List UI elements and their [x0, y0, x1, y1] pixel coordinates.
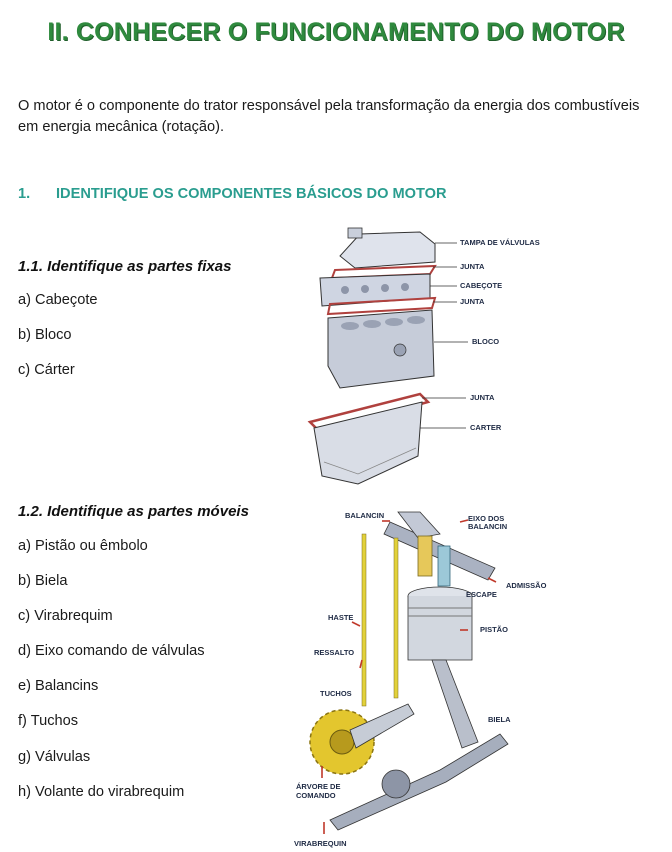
camshaft-gear-drawing	[310, 704, 414, 774]
list-item: c) Cárter	[18, 362, 75, 378]
section-heading	[18, 186, 447, 202]
label-intake: ADMISSÃO	[506, 581, 547, 590]
oil-pan-drawing	[314, 402, 422, 484]
connecting-rod-drawing	[432, 660, 478, 748]
label-piston: PISTÃO	[480, 625, 508, 634]
label-valve-cover: TAMPA DE VÁLVULAS	[460, 238, 540, 247]
label-camshaft: ÁRVORE DE	[296, 782, 341, 791]
list-item: h) Volante do virabrequim	[18, 784, 185, 800]
fixed-parts-heading: 1.1. Identifique as partes fixas	[18, 258, 232, 275]
label-cylinder-head: CABEÇOTE	[460, 281, 503, 290]
intro-paragraph: O motor é o componente do trator responsável pela transformação da energia dos combustíveis em energia mecânica (rotação).	[18, 98, 640, 135]
list-item: b) Bloco	[18, 327, 72, 343]
label-rocker-shaft: EIXO DOS	[468, 514, 505, 523]
label-connecting-rod: BIELA	[488, 715, 511, 724]
label-gasket: JUNTA	[470, 393, 495, 402]
label-crankshaft: VIRABREQUIN	[294, 839, 347, 848]
label-gasket: JUNTA	[460, 297, 485, 306]
piston-drawing	[408, 587, 472, 660]
list-item: a) Pistão ou êmbolo	[18, 538, 148, 554]
list-item: d) Eixo comando de válvulas	[18, 643, 205, 659]
list-item: b) Biela	[18, 573, 68, 589]
section-title: IDENTIFIQUE OS COMPONENTES BÁSICOS DO MOTOR	[56, 186, 447, 202]
valve-cover-drawing	[340, 228, 435, 268]
label-oil-pan: CARTER	[470, 423, 502, 432]
push-rods-drawing	[362, 534, 398, 706]
list-item: e) Balancins	[18, 678, 99, 694]
label-push-rod: HASTE	[328, 613, 354, 622]
label-tappets: TUCHOS	[320, 689, 352, 698]
engine-block-drawing	[328, 310, 434, 388]
label-block: BLOCO	[472, 337, 500, 346]
label-rocker-shaft: BALANCIN	[468, 522, 508, 531]
label-cam-lobe: RESSALTO	[314, 648, 355, 657]
fixed-parts-diagram	[300, 226, 540, 494]
list-item: g) Válvulas	[18, 749, 91, 765]
label-exhaust: ESCAPE	[466, 590, 497, 599]
list-item: f) Tuchos	[18, 713, 79, 729]
label-gasket: JUNTA	[460, 262, 485, 271]
list-item: a) Cabeçote	[18, 292, 98, 308]
page-title: II. CONHECER O FUNCIONAMENTO DO MOTOR	[47, 18, 625, 46]
moving-parts-heading: 1.2. Identifique as partes móveis	[18, 503, 249, 520]
moving-parts-diagram	[290, 508, 560, 850]
label-camshaft: COMANDO	[296, 791, 336, 800]
section-number: 1.	[18, 186, 31, 202]
label-rocker: BALANCIN	[345, 511, 385, 520]
list-item: c) Virabrequim	[18, 608, 113, 624]
